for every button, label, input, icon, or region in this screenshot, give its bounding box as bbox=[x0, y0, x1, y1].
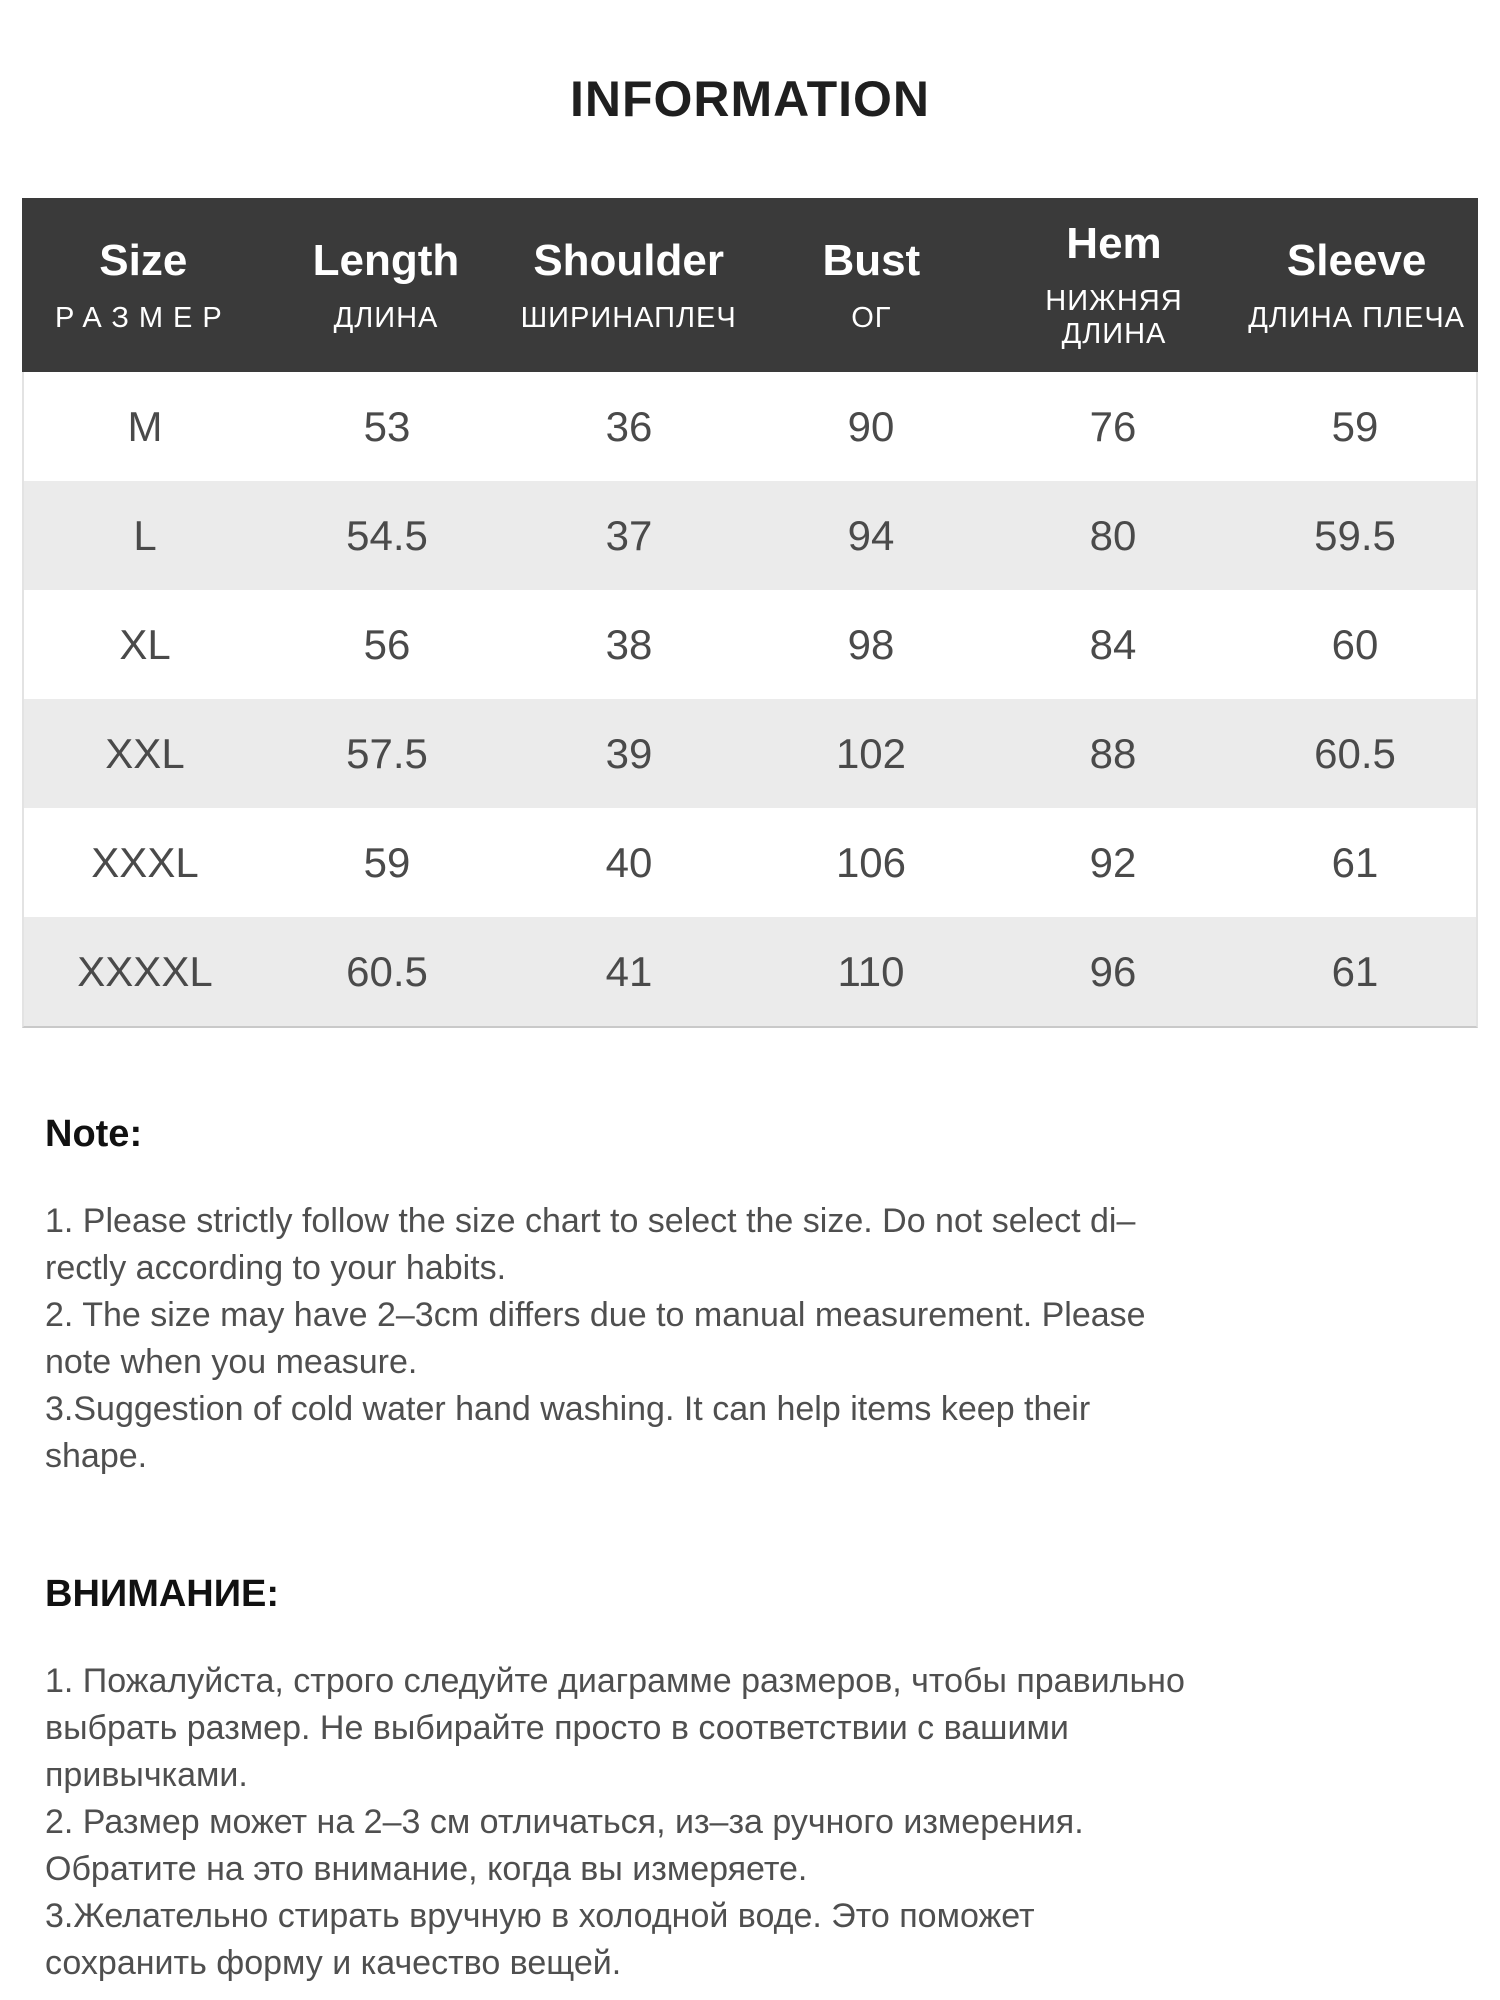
shoulder-cell: 36 bbox=[605, 402, 653, 450]
shoulder-cell: 39 bbox=[605, 729, 653, 777]
column-label-ru: РАЗМЕР bbox=[54, 301, 232, 334]
length-cell: 56 bbox=[363, 620, 411, 668]
column-label-en: Shoulder bbox=[533, 235, 724, 285]
table-row bbox=[24, 590, 1476, 699]
text-line: rectly according to your habits. bbox=[45, 1249, 507, 1287]
text-line: 2. The size may have 2–3cm differs due to manual measurement. Please bbox=[45, 1296, 1146, 1334]
column-header-hem bbox=[993, 219, 1236, 351]
table-row bbox=[24, 917, 1476, 1026]
hem-cell: 96 bbox=[1089, 947, 1137, 995]
size-cell: XXXXL bbox=[77, 947, 213, 995]
hem-cell: 92 bbox=[1089, 838, 1137, 886]
note-heading: Note: bbox=[45, 1113, 143, 1155]
column-label-ru: ОГ bbox=[851, 301, 892, 334]
note-text bbox=[45, 1198, 1470, 1480]
column-label-en: Sleeve bbox=[1286, 235, 1427, 285]
hem-cell: 80 bbox=[1089, 511, 1137, 559]
column-header-sleeve bbox=[1235, 236, 1478, 335]
text-line: привычками. bbox=[45, 1756, 248, 1794]
table-row bbox=[24, 808, 1476, 917]
column-label-ru: ДЛИНА bbox=[333, 301, 439, 334]
column-header-shoulder bbox=[507, 236, 750, 335]
column-label-ru: ДЛИНА ПЛЕЧА bbox=[1248, 301, 1466, 334]
table-row bbox=[24, 481, 1476, 590]
column-header-size bbox=[22, 236, 265, 335]
bust-cell: 106 bbox=[835, 838, 907, 886]
column-header-bust bbox=[750, 236, 993, 335]
sleeve-cell: 61 bbox=[1331, 838, 1379, 886]
length-cell: 54.5 bbox=[346, 511, 428, 559]
hem-cell: 84 bbox=[1089, 620, 1137, 668]
bust-cell: 90 bbox=[847, 402, 895, 450]
text-line: shape. bbox=[45, 1437, 148, 1475]
sleeve-cell: 61 bbox=[1331, 947, 1379, 995]
size-cell: L bbox=[133, 511, 157, 559]
table-header-row bbox=[22, 198, 1478, 372]
column-header-length bbox=[265, 236, 508, 335]
length-cell: 57.5 bbox=[346, 729, 428, 777]
size-cell: XXL bbox=[105, 729, 185, 777]
shoulder-cell: 40 bbox=[605, 838, 653, 886]
page-title: INFORMATION bbox=[569, 71, 931, 127]
length-cell: 60.5 bbox=[346, 947, 428, 995]
table-row bbox=[24, 372, 1476, 481]
text-line: выбрать размер. Не выбирайте просто в соответствии с вашими bbox=[45, 1709, 1069, 1747]
shoulder-cell: 38 bbox=[605, 620, 653, 668]
text-line: 2. Размер может на 2–3 см отличаться, из–за ручного измерения. bbox=[45, 1803, 1084, 1841]
hem-cell: 76 bbox=[1089, 402, 1137, 450]
length-cell: 59 bbox=[363, 838, 411, 886]
attention-section bbox=[45, 1572, 1470, 1987]
sleeve-cell: 60.5 bbox=[1314, 729, 1396, 777]
bust-cell: 102 bbox=[835, 729, 907, 777]
sleeve-cell: 59 bbox=[1331, 402, 1379, 450]
column-label-ru: НИЖНЯЯ ДЛИНА bbox=[1045, 285, 1183, 350]
column-label-ru: ШИРИНАПЛЕЧ bbox=[520, 301, 737, 334]
text-line: 1. Пожалуйста, строго следуйте диаграмме размеров, чтобы правильно bbox=[45, 1662, 1185, 1700]
bust-cell: 98 bbox=[847, 620, 895, 668]
attention-heading: ВНИМАНИЕ: bbox=[45, 1573, 280, 1615]
hem-cell: 88 bbox=[1089, 729, 1137, 777]
size-cell: M bbox=[127, 402, 163, 450]
shoulder-cell: 37 bbox=[605, 511, 653, 559]
size-cell: XL bbox=[119, 620, 171, 668]
column-label-en: Size bbox=[99, 235, 188, 285]
text-line: note when you measure. bbox=[45, 1343, 418, 1381]
table-body bbox=[22, 372, 1478, 1028]
size-table bbox=[22, 198, 1478, 1028]
length-cell: 53 bbox=[363, 402, 411, 450]
column-label-en: Length bbox=[312, 235, 460, 285]
text-line: 3.Suggestion of cold water hand washing. It can help items keep their bbox=[45, 1390, 1091, 1428]
attention-text bbox=[45, 1658, 1470, 1987]
table-row bbox=[24, 699, 1476, 808]
text-line: сохранить форму и качество вещей. bbox=[45, 1944, 622, 1982]
shoulder-cell: 41 bbox=[605, 947, 653, 995]
text-line: 3.Желательно стирать вручную в холодной воде. Это поможет bbox=[45, 1897, 1035, 1935]
note-section bbox=[45, 1112, 1470, 1480]
sleeve-cell: 59.5 bbox=[1314, 511, 1396, 559]
bust-cell: 94 bbox=[847, 511, 895, 559]
sleeve-cell: 60 bbox=[1331, 620, 1379, 668]
size-cell: XXXL bbox=[91, 838, 199, 886]
column-label-en: Bust bbox=[822, 235, 921, 285]
text-line: 1. Please strictly follow the size chart to select the size. Do not select di– bbox=[45, 1202, 1136, 1240]
text-line: Обратите на это внимание, когда вы измеряете. bbox=[45, 1850, 808, 1888]
column-label-en: Hem bbox=[1066, 219, 1162, 268]
bust-cell: 110 bbox=[837, 947, 905, 995]
